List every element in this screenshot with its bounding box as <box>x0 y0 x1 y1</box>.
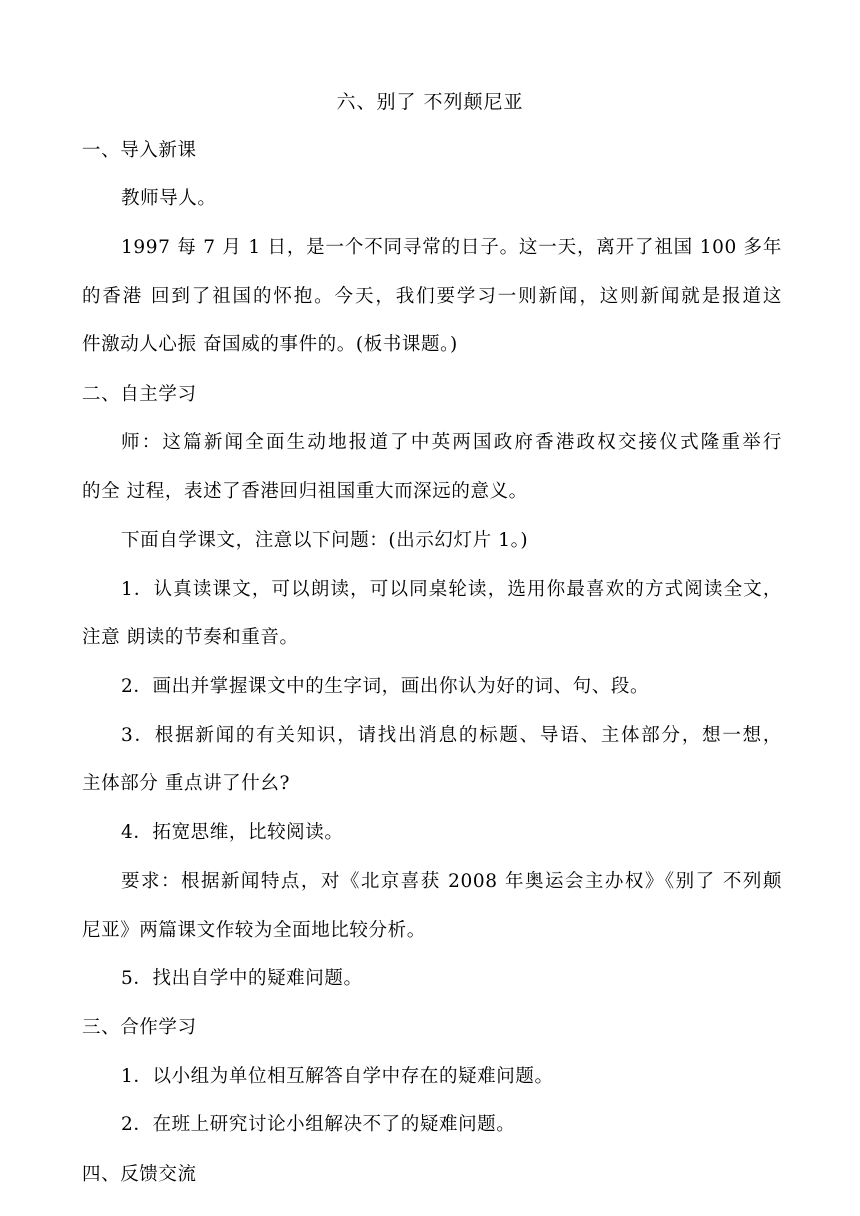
paragraph-line: 1997 每 7 月 1 日，是一个不同寻常的日子。这一天，离开了祖国 100 多年 <box>121 237 782 258</box>
paragraph-line: 下面自学课文，注意以下问题：(出示幻灯片 1。) <box>121 530 529 551</box>
list-item: 3．根据新闻的有关知识，请找出消息的标题、导语、主体部分，想一想， <box>121 725 782 746</box>
section-heading: 三、合作学习 <box>82 1017 197 1038</box>
list-item: 1．认真读课文，可以朗读，可以同桌轮读，选用你最喜欢的方式阅读全文， <box>121 579 782 600</box>
section-heading: 四、反馈交流 <box>82 1164 197 1185</box>
list-item: 1．以小组为单位相互解答自学中存在的疑难问题。 <box>121 1066 554 1087</box>
paragraph-line: 师：这篇新闻全面生动地报道了中英两国政府香港政权交接仪式隆重举行 <box>121 432 782 453</box>
paragraph-line: 的全 过程，表述了香港回归祖国重大而深远的意义。 <box>82 481 528 502</box>
paragraph-line: 尼亚》两篇课文作较为全面地比较分析。 <box>82 920 426 941</box>
paragraph-line: 教师导人。 <box>121 188 217 209</box>
list-item: 2．画出并掌握课文中的生字词，画出你认为好的词、句、段。 <box>121 676 650 697</box>
list-item-continuation: 注意 朗读的节奏和重音。 <box>82 627 299 648</box>
list-item-continuation: 主体部分 重点讲了什幺? <box>82 773 290 794</box>
section-heading: 二、自主学习 <box>82 384 197 405</box>
paragraph-line: 件激动人心振 奋国威的事件的。(板书课题。) <box>82 334 458 355</box>
section-heading: 一、导入新课 <box>82 140 197 161</box>
list-item: 5．找出自学中的疑难问题。 <box>121 968 363 989</box>
paragraph-line: 的香港 回到了祖国的怀抱。今天，我们要学习一则新闻，这则新闻就是报道这 <box>82 286 782 307</box>
document-title: 六、别了 不列颠尼亚 <box>336 91 524 113</box>
paragraph-line: 要求：根据新闻特点，对《北京喜获 2008 年奥运会主办权》《别了 不列颠 <box>121 871 782 892</box>
list-item: 2．在班上研究讨论小组解决不了的疑难问题。 <box>121 1114 516 1135</box>
list-item: 4．拓宽思维，比较阅读。 <box>121 822 344 843</box>
